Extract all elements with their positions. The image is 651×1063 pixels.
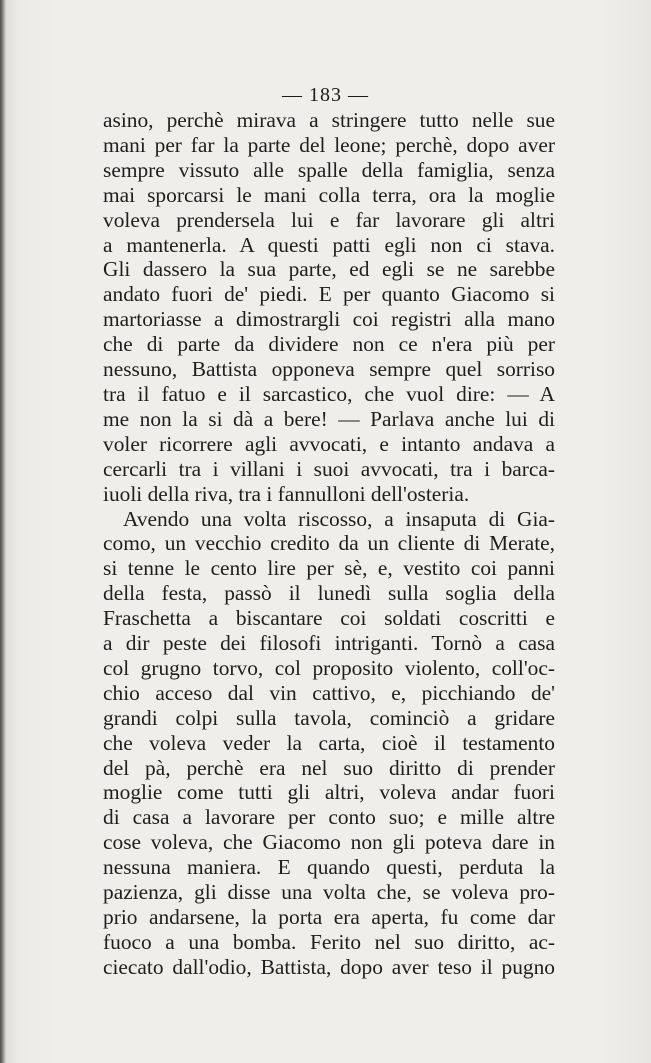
text-line: mai sporcarsi le mani colla terra, ora la moglie [103,182,555,207]
text-line: nessuno, Battista opponeva sempre quel sorriso [103,357,555,382]
text-line: pazienza, gli disse una volta che, se voleva pro- [103,880,555,905]
text-line: del pà, perchè era nel suo diritto di prender [103,755,555,780]
text-line: cose voleva, che Giacomo non gli poteva dare in [103,830,555,855]
text-line: me non la si dà a bere! — Parlava anche lui di [103,406,555,431]
text-line: moglie come tutti gli altri, voleva andar fuori [103,780,555,805]
text-line: della festa, passò il lunedì sulla soglia della [103,581,555,606]
text-line: voler ricorrere agli avvocati, e intanto andava a [103,431,555,456]
page-number: — 183 — [282,84,369,106]
text-line: Avendo una volta riscosso, a insaputa di Gia- [123,506,555,531]
text-line: iuoli della riva, tra i fannulloni dell'osteria. [103,481,470,506]
text-line: Gli dassero la sua parte, ed egli se ne sarebbe [103,257,555,282]
text-line: Fraschetta a biscantare coi soldati coscritti e [103,606,555,631]
text-line: che di parte da dividere non ce n'era più per [103,332,555,357]
page-gutter-shadow [0,0,6,1063]
text-line: a dir peste dei filosofi intriganti. Tornò a casa [103,631,555,656]
text-line: a mantenerla. A questi patti egli non ci stava. [103,232,555,257]
text-line: andato fuori de' piedi. E per quanto Giacomo si [103,282,555,307]
text-line: si tenne le cento lire per sè, e, vestito coi panni [103,556,555,581]
text-line: sempre vissuto alle spalle della famiglia, senza [103,157,555,182]
text-line: di casa a lavorare per conto suo; e mille altre [103,805,555,830]
text-line: nessuna maniera. E quando questi, perduta la [103,855,555,880]
text-line: che voleva veder la carta, cioè il testamento [103,730,555,755]
text-line: fuoco a una bomba. Ferito nel suo diritto, ac- [103,929,555,954]
text-line: asino, perchè mirava a stringere tutto nelle sue [103,108,555,132]
text-line: grandi colpi sulla tavola, cominciò a gridare [103,705,555,730]
text-line: voleva prendersela lui e far lavorare gli altri [103,207,555,232]
text-line: chio acceso dal vin cattivo, e, picchiando de' [103,680,555,705]
text-line: mani per far la parte del leone; perchè, dopo aver [103,132,555,157]
page-body-text [103,108,555,980]
text-line: prio andarsene, la porta era aperta, fu come dar [103,905,555,929]
text-line: martoriasse a dimostrargli coi registri alla mano [103,307,555,332]
text-line: cercarli tra i villani i suoi avvocati, tra i barca- [103,456,555,481]
text-line: como, un vecchio credito da un cliente di Merate, [103,531,555,556]
text-line: tra il fatuo e il sarcastico, che vuol dire: — A [103,381,555,406]
text-line: col grugno torvo, col proposito violento, coll'oc- [103,655,555,680]
text-line: ciecato dall'odio, Battista, dopo aver teso il pugno [103,954,555,979]
